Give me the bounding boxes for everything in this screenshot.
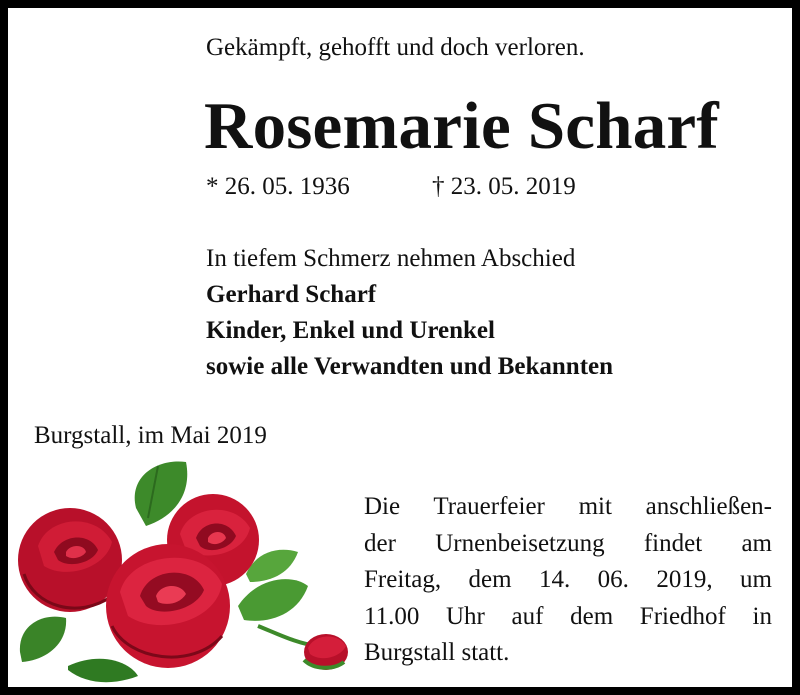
- leaf-left: [20, 617, 66, 662]
- mourners-intro: In tiefem Schmerz nehmen Abschied: [206, 245, 576, 272]
- place-date: Burgstall, im Mai 2019: [34, 422, 267, 449]
- service-info: [364, 489, 772, 672]
- rose-center: [106, 544, 230, 668]
- motto: Gekämpft, gehofft und doch verloren.: [206, 34, 585, 61]
- mourner-family: Kinder, Enkel und Urenkel: [206, 317, 495, 344]
- death-date: † 23. 05. 2019: [432, 173, 576, 200]
- leaf-right: [238, 579, 308, 621]
- service-line: Die Trauerfeier mit anschließen-: [364, 493, 772, 520]
- mourner-relatives: sowie alle Verwandten und Bekannten: [206, 353, 614, 380]
- service-line: der Urnenbeisetzung findet am: [364, 529, 772, 557]
- service-line: 11.00 Uhr auf dem Friedhof in: [364, 602, 772, 630]
- rose-bud: [304, 634, 348, 670]
- birth-date: * 26. 05. 1936: [206, 173, 350, 200]
- life-dates: [206, 173, 576, 201]
- deceased-name: Rosemarie Scharf: [204, 89, 719, 163]
- mourner-spouse: Gerhard Scharf: [206, 281, 377, 308]
- mourners-block: [206, 241, 613, 385]
- roses-image: [8, 456, 358, 688]
- leaf-bottom: [68, 659, 138, 682]
- service-line: Burgstall statt.: [364, 639, 510, 666]
- service-line: Freitag, dem 14. 06. 2019, um: [364, 566, 772, 593]
- rose-left: [18, 508, 122, 612]
